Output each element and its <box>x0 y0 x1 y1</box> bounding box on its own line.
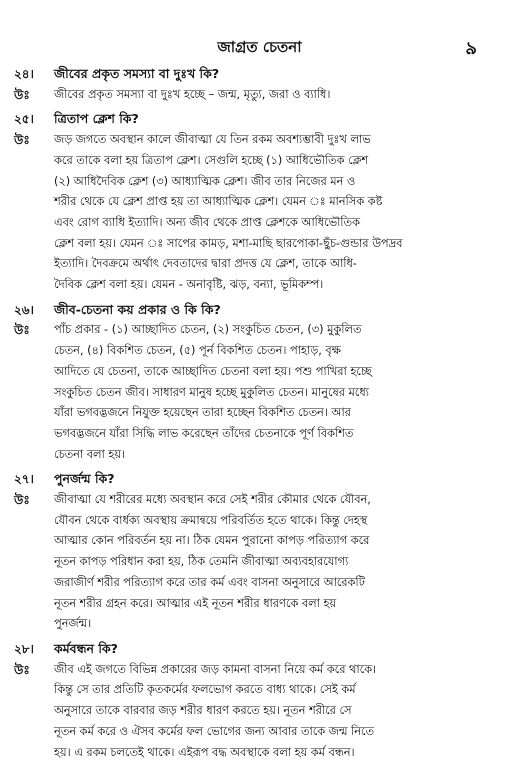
answer-line: সংকুচিত চেতন জীব। সাধারণ মানুষ হচ্ছে মুকুলিত চেতন। মানুষের মধ্যে <box>54 383 500 404</box>
answer-line: চেতন, (৪) বিকশিত চেতন, (৫) পূর্ন বিকশিত চেতন। পাহাড়, বৃক্ষ <box>54 341 500 362</box>
answer-label: উঃ <box>14 130 54 296</box>
question-number: ২৮। <box>14 639 54 660</box>
page-number: ৯ <box>465 34 477 65</box>
question-text: পুনর্জন্ম কি? <box>54 469 115 490</box>
qa-item <box>14 469 506 635</box>
answer-line: (২) আধিদৈবিক ক্লেশ (৩) আধ্যাত্মিক ক্লেশ। জীব তার নিজের মন ও <box>54 172 500 193</box>
question-number: ২৭। <box>14 469 54 490</box>
question-number: ২৬। <box>14 300 54 321</box>
answer-line: পুনর্জন্ম। <box>54 614 500 635</box>
answer-line: নূতন শরীর গ্রহন করে। আত্মার এই নূতন শরীর ধারণকে বলা হয় <box>54 594 500 615</box>
question-text: জীব-চেতনা কয় প্রকার ও কি কি? <box>54 300 221 321</box>
answer-label: উঃ <box>14 320 54 465</box>
qa-item <box>14 639 506 763</box>
answer-line: যৌবন থেকে বার্ধক্য অবস্থায় ক্রমান্বয়ে পরিবর্তিত হতে থাকে। কিন্তু দেহস্থ <box>54 511 500 532</box>
answer-line: ক্লেশ বলা হয়। যেমন ঃ সাপের কামড়, মশা-মাছি ছারপোকা-ছুঁচ-গুন্ডার উপদ্রব <box>54 234 500 255</box>
page-header <box>0 34 519 56</box>
question-text: কর্মবন্ধন কি? <box>54 639 118 660</box>
qa-item <box>14 300 506 466</box>
answer-line: জীবের প্রকৃত সমস্যা বা দুঃখ হচ্ছে – জন্ম, মৃত্যু, জরা ও ব্যাধি। <box>54 85 500 106</box>
answer-line: ভগবদ্ভজনে যাঁরা সিদ্ধি লাভ করেছেন তাঁদের চেতনাকে পূর্ণ বিকশিত <box>54 424 500 445</box>
answer-text <box>54 130 500 296</box>
answer-row <box>14 660 506 763</box>
answer-line: শরীর থেকে যে ক্লেশ প্রাপ্ত হয় তা আধ্যাত্মিক ক্লেশ। যেমন ঃ মানসিক কষ্ট <box>54 192 500 213</box>
answer-label: উঃ <box>14 85 54 106</box>
answer-line: আত্মার কোন পরিবর্তন হয় না। ঠিক যেমন পুরানো কাপড় পরিত্যাগ করে <box>54 531 500 552</box>
question-text: ত্রিতাপ ক্লেশ কি? <box>54 109 139 130</box>
answer-line: জীব এই জগতে বিভিন্ন প্রকারের জড় কামনা বাসনা নিয়ে কর্ম করে থাকে। <box>54 660 500 681</box>
answer-text <box>54 660 500 763</box>
answer-line: আদিতে যে চেতনা, তাকে আচ্ছাদিত চেতনা বলা হয়। পশু পাখিরা হচ্ছে <box>54 362 500 383</box>
answer-line: কিন্তু সে তার প্রতিটি কৃতকর্মের ফলভোগ করতে বাধ্য থাকে। সেই কর্ম <box>54 680 500 701</box>
answer-label: উঃ <box>14 490 54 635</box>
answer-line: জীবাত্মা যে শরীরের মধ্যে অবস্থান করে সেই শরীর কৌমার থেকে যৌবন, <box>54 490 500 511</box>
answer-line: হয়। এ রকম চলতেই থাকে। এইরূপ বদ্ধ অবস্থাকে বলা হয় কর্ম বন্ধন। <box>54 743 500 763</box>
question-row <box>14 109 506 130</box>
answer-line: অনুসারে তাকে বারবার জড় শরীর ধারণ করতে হয়। নূতন শরীরে সে <box>54 701 500 722</box>
answer-line: ইত্যাদি। দৈবক্রমে অর্থাৎ দেবতাদের দ্বারা প্রদত্ত যে ক্লেশ, তাকে আধি- <box>54 254 500 275</box>
answer-text <box>54 320 500 465</box>
question-text: জীবের প্রকৃত সমস্যা বা দুঃখ কি? <box>54 64 219 85</box>
answer-row <box>14 130 506 296</box>
answer-line: চেতনা বলা হয়। <box>54 445 500 466</box>
answer-line: নূতন কাপড় পরিধান করা হয়, ঠিক তেমনি জীবাত্মা অব্যবহারযোগ্য <box>54 552 500 573</box>
qa-item <box>14 64 506 105</box>
answer-text <box>54 490 500 635</box>
question-row <box>14 64 506 85</box>
running-title: জাগ্রত চেতনা <box>0 36 519 61</box>
qa-list <box>14 64 506 763</box>
question-row <box>14 469 506 490</box>
qa-item <box>14 109 506 295</box>
answer-line: জড় জগতে অবস্থান কালে জীবাত্মা যে তিন রকম অবশ্যম্ভাবী দুঃখ লাভ <box>54 130 500 151</box>
answer-line: দৈবিক ক্লেশ বলা হয়। যেমন - অনাবৃষ্টি, ঝড়, বন্যা, ভূমিকম্প। <box>54 275 500 296</box>
answer-line: নূতন কর্ম করে ও ঐসব কর্মের ফল ভোগের জন্য আবার তাকে জন্ম নিতে <box>54 722 500 743</box>
answer-label: উঃ <box>14 660 54 763</box>
question-number: ২৪। <box>14 64 54 85</box>
answer-line: জরাজীর্ণ শরীর পরিত্যাগ করে তার কর্ম এবং বাসনা অনুসারে আরেকটি <box>54 573 500 594</box>
answer-row <box>14 490 506 635</box>
answer-row <box>14 320 506 465</box>
answer-row <box>14 85 506 106</box>
question-row <box>14 639 506 660</box>
question-number: ২৫। <box>14 109 54 130</box>
answer-line: এবং রোগ ব্যাধি ইত্যাদি। অন্য জীব থেকে প্রাপ্ত ক্লেশকে আধিভৌতিক <box>54 213 500 234</box>
answer-text <box>54 85 500 106</box>
answer-line: পাঁচ প্রকার - (১) আচ্ছাদিত চেতন, (২) সংকুচিত চেতন, (৩) মুকুলিত <box>54 320 500 341</box>
answer-line: যাঁরা ভগবদ্ভজনে নিযুক্ত হয়েছেন তারা হচ্ছেন বিকশিত চেতন। আর <box>54 403 500 424</box>
answer-line: করে তাকে বলা হয় ত্রিতাপ ক্লেশ। সেগুলি হচ্ছে (১) আধিভৌতিক ক্লেশ <box>54 151 500 172</box>
question-row <box>14 300 506 321</box>
